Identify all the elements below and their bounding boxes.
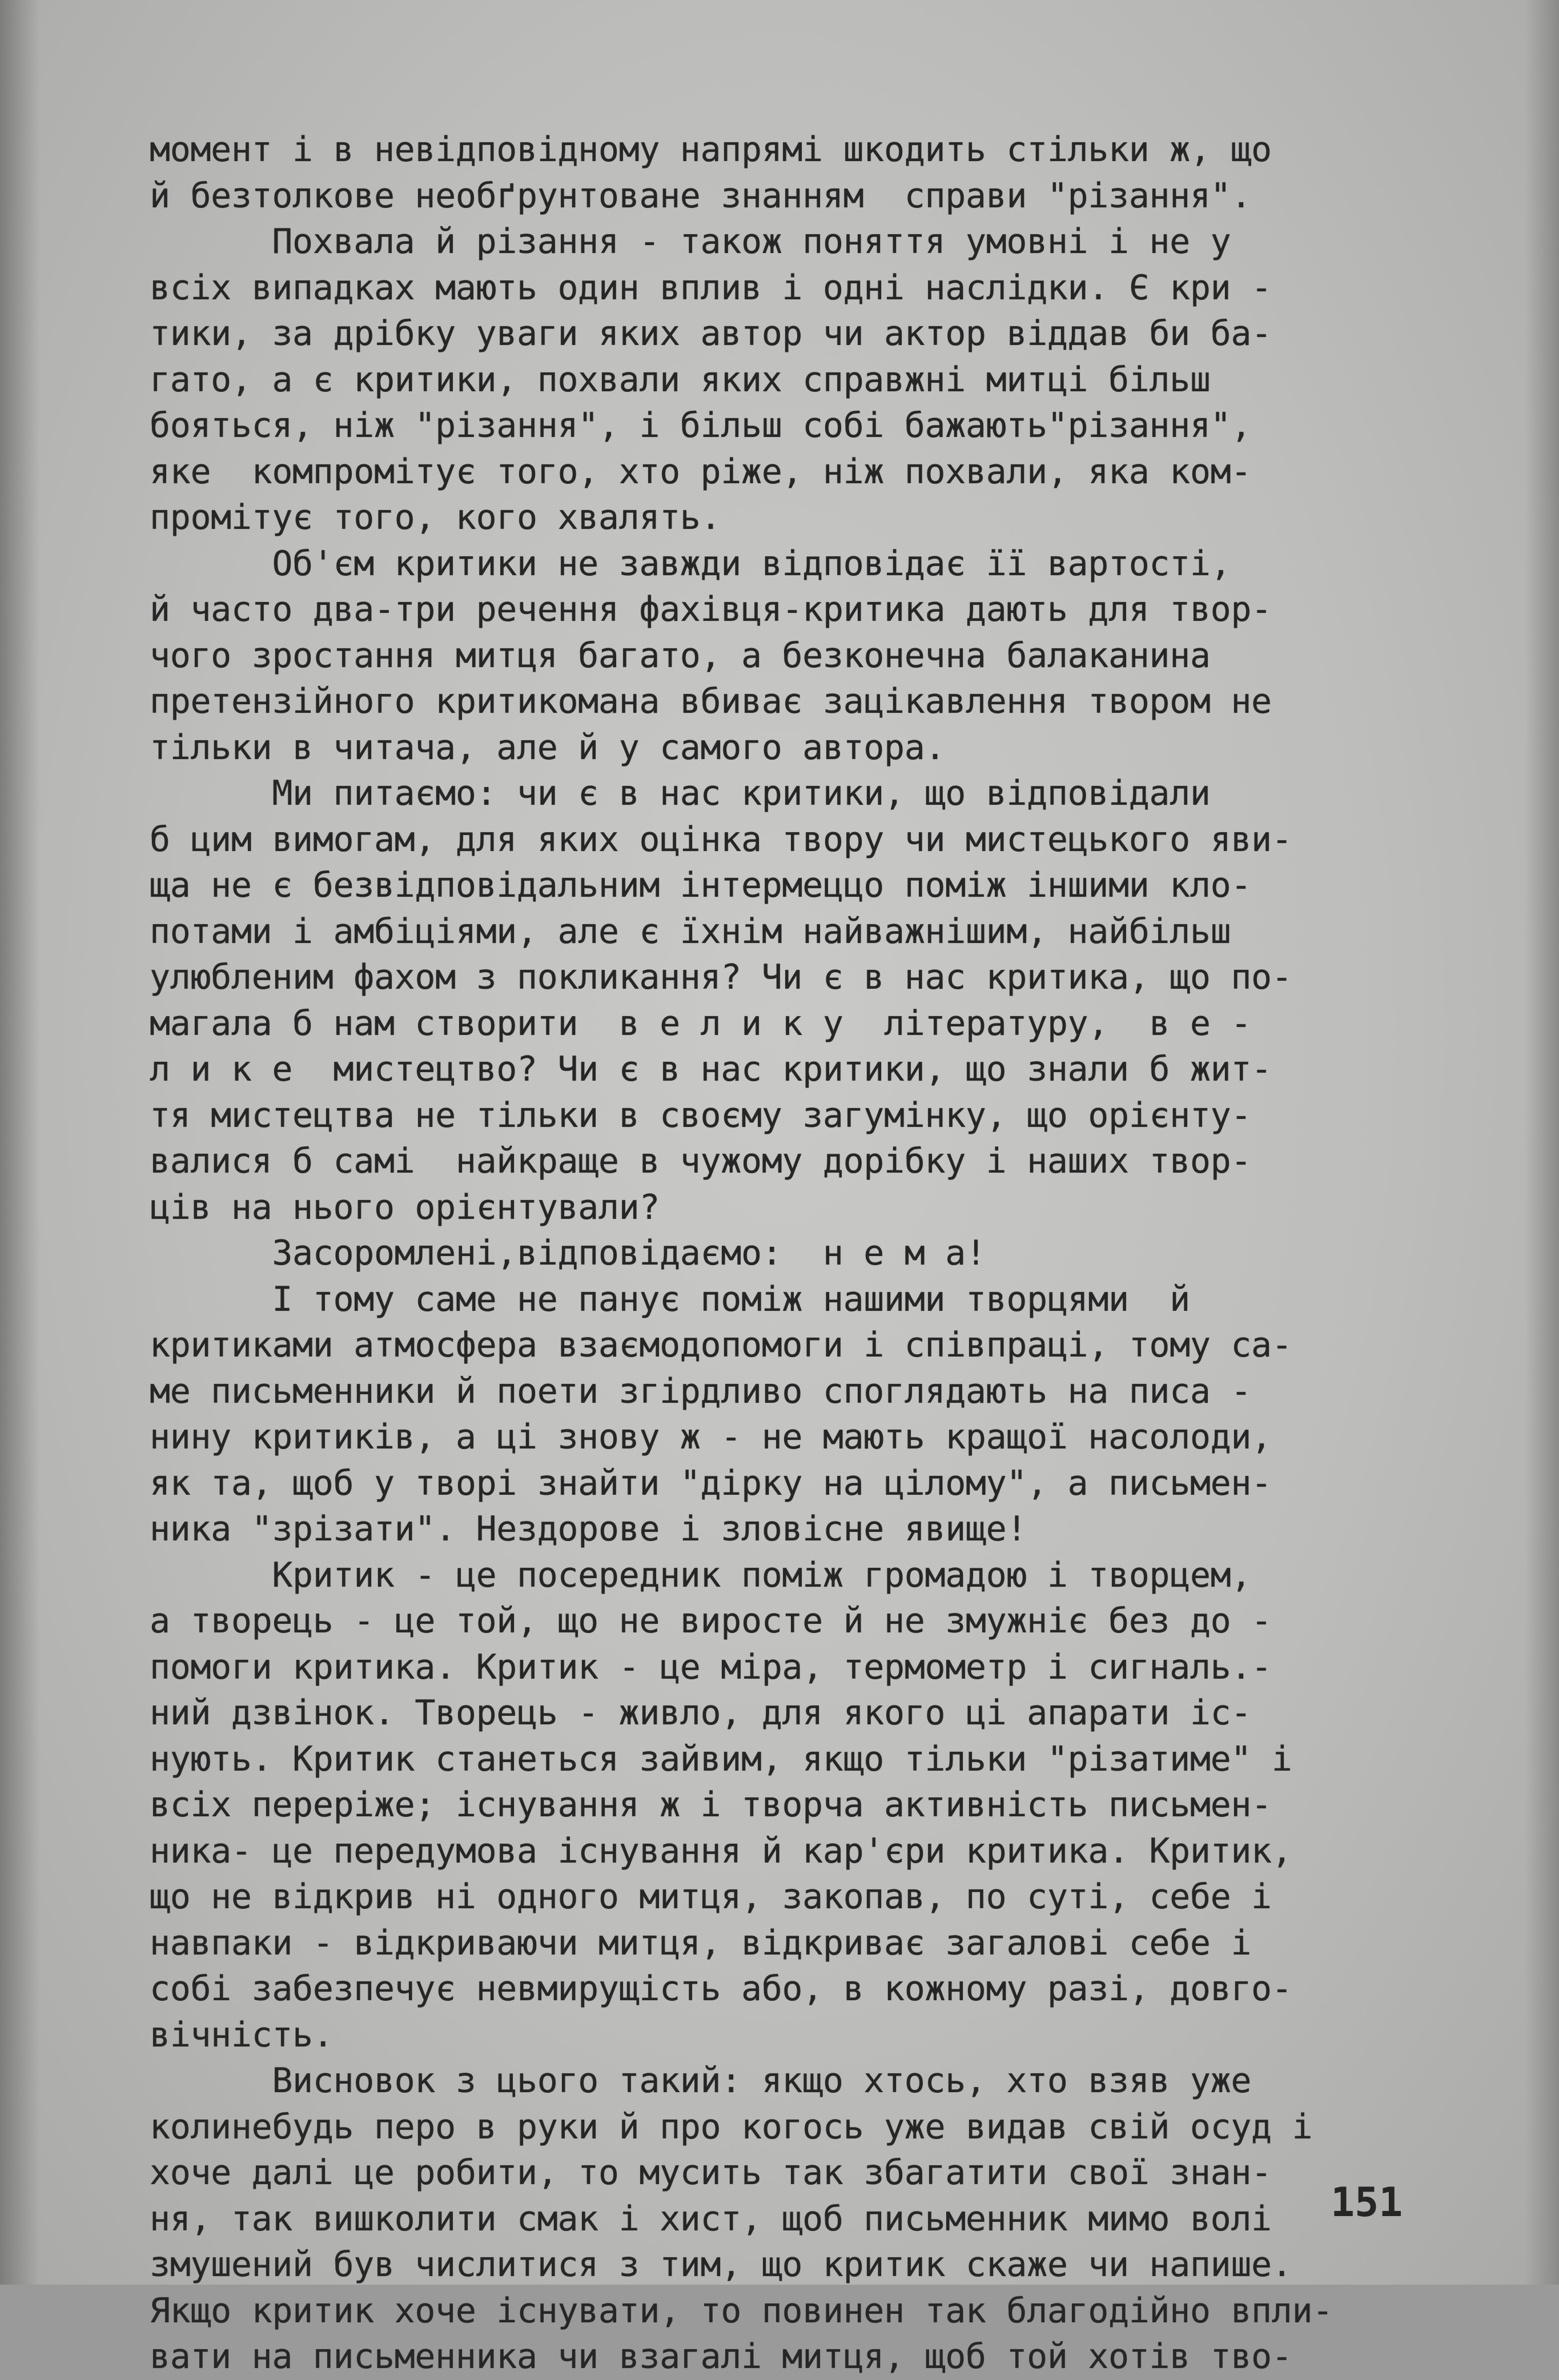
page-shadow-left (0, 0, 40, 2285)
text-line: а творець - це той, що не виросте й не змужніє без до - (150, 1601, 1272, 1641)
text-line: Критик - це посередник поміж громадою і творцем, (150, 1555, 1252, 1595)
page-shadow-right (1525, 0, 1559, 2285)
text-line: момент і в невідповідному напрямі шкодить стільки ж, що (150, 130, 1272, 170)
text-line: Ми питаємо: чи є в нас критики, що відповідали (150, 773, 1211, 813)
text-line: Висновок з цього такий: якщо хтось, хто взяв уже (150, 2061, 1252, 2101)
text-line: Об'єм критики не завжди відповідає її вартості, (150, 543, 1231, 584)
text-line: промітує того, кого хвалять. (150, 497, 721, 537)
text-line: ника- це передумова існування й кар'єри критика. Критик, (150, 1831, 1292, 1871)
text-line: колинебудь перо в руки й про когось уже видав свій осуд і (150, 2106, 1313, 2147)
text-line: ня, так вишколити смак і хист, щоб письменник мимо волі (150, 2198, 1272, 2239)
text-line: б цим вимогам, для яких оцінка твору чи мистецького яви- (150, 819, 1292, 860)
text-line: тя мистецтва не тільки в своєму загумінку, що орієнту- (150, 1095, 1252, 1135)
text-line: що не відкрив ні одного митця, закопав, по суті, себе і (150, 1877, 1272, 1917)
text-line: І тому саме не панує поміж нашими творцями й (150, 1279, 1190, 1319)
text-line: й безтолкове необґрунтоване знанням справи "різання". (150, 175, 1252, 216)
text-line: всіх переріже; існування ж і творча активність письмен- (150, 1785, 1272, 1825)
text-line: навпаки - відкриваючи митця, відкриває загалові себе і (150, 1923, 1252, 1963)
text-line: яке компромітує того, хто ріже, ніж похвали, яка ком- (150, 451, 1252, 492)
text-line: чого зростання митця багато, а безконечна балаканина (150, 635, 1211, 676)
text-line: Похвала й різання - також поняття умовні і не у (150, 222, 1231, 262)
text-line: улюбленим фахом з покликання? Чи є в нас критика, що по- (150, 957, 1292, 997)
text-line: як та, щоб у творі знайти "дірку на цілому", а письмен- (150, 1463, 1272, 1503)
text-line: змушений був числитися з тим, що критик скаже чи напише. (150, 2245, 1292, 2285)
text-line: претензійного критикомана вбиває зацікавлення твором не (150, 681, 1272, 721)
text-line: собі забезпечує невмирущість або, в кожному разі, довго- (150, 1969, 1292, 2009)
text-line: й часто два-три речення фахівця-критика дають для твор- (150, 589, 1272, 629)
text-line: ща не є безвідповідальним інтермеццо поміж іншими кло- (150, 865, 1252, 905)
text-line: потами і амбіціями, але є їхнім найважнішим, найбільш (150, 911, 1231, 952)
text-line: ний дзвінок. Творець - живло, для якого ці апарати іс- (150, 1693, 1252, 1733)
text-line: тільки в читача, але й у самого автора. (150, 727, 946, 768)
text-line: ника "зрізати". Нездорове і зловісне явище! (150, 1509, 1027, 1549)
text-line: хоче далі це робити, то мусить так збагатити свої знан- (150, 2153, 1272, 2193)
text-line: Засоромлені,відповідаємо: н е м а! (150, 1233, 986, 1273)
text-line: Якщо критик хоче існувати, то повинен так благодійно впли- (150, 2290, 1333, 2331)
text-line: бояться, ніж "різання", і більш собі бажають"різання", (150, 406, 1252, 446)
text-line: гато, а є критики, похвали яких справжні митці більш (150, 359, 1211, 400)
page-number: 151 (1331, 2179, 1403, 2226)
text-line: нують. Критик станеться зайвим, якщо тільки "різатиме" і (150, 1739, 1292, 1779)
text-line: вічність. (150, 2014, 334, 2055)
text-line: ців на нього орієнтували? (150, 1187, 660, 1227)
text-line: помоги критика. Критик - це міра, термометр і сигналь.- (150, 1647, 1272, 1687)
body-text (150, 127, 1503, 2380)
text-line: тики, за дрібку уваги яких автор чи актор віддав би ба- (150, 314, 1272, 354)
text-line: валися б самі найкраще в чужому дорібку і наших твор- (150, 1141, 1252, 1181)
text-line: л и к е мистецтво? Чи є в нас критики, що знали б жит- (150, 1049, 1272, 1089)
text-line: всіх випадках мають один вплив і одні наслідки. Є кри - (150, 267, 1272, 308)
text-line: вати на письменника чи взагалі митця, щоб той хотів тво- (150, 2337, 1292, 2377)
text-line: нину критиків, а ці знову ж - не мають кращої насолоди, (150, 1417, 1272, 1457)
text-line: критиками атмосфера взаємодопомоги і співпраці, тому са- (150, 1325, 1292, 1365)
text-line: ме письменники й поети згірдливо споглядають на писа - (150, 1371, 1252, 1411)
text-line: магала б нам створити в е л и к у літературу, в е - (150, 1003, 1252, 1043)
